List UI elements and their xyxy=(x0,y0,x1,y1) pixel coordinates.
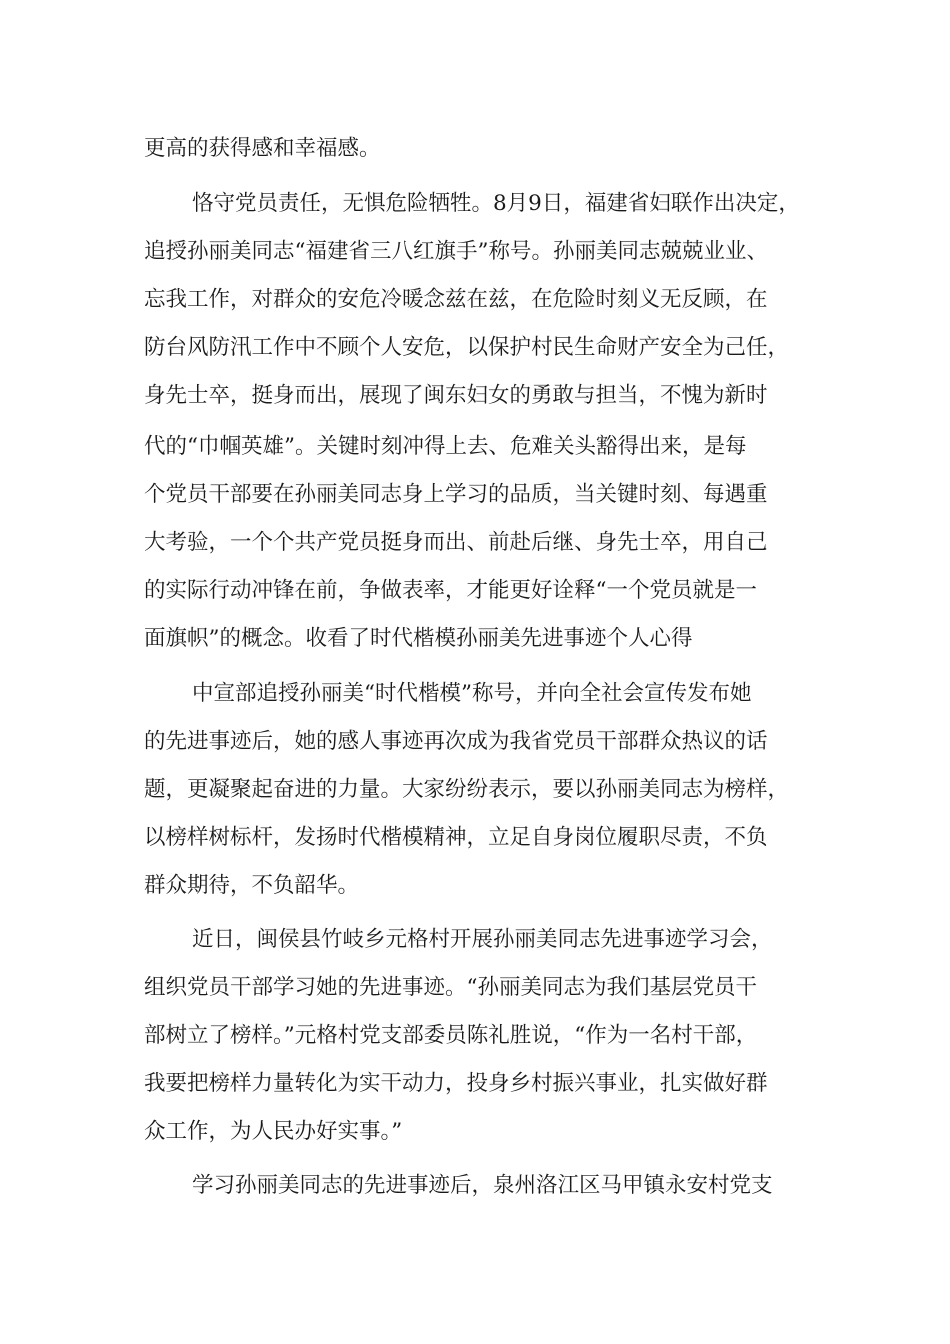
text-line: 以榜样树标杆，发扬时代楷模精神，立足自身岗位履职尽责，不负 xyxy=(144,825,768,850)
text-line: 面旗帜”的概念。收看了时代楷模孙丽美先进事迹个人心得 xyxy=(144,626,693,651)
text-line: 众工作，为人民办好实事。” xyxy=(144,1119,403,1144)
text-line: 的先进事迹后，她的感人事迹再次成为我省党员干部群众热议的话 xyxy=(144,729,768,754)
text-line: 个党员干部要在孙丽美同志身上学习的品质，当关键时刻、每遇重 xyxy=(144,482,768,507)
text-line: 题，更凝聚起奋进的力量。大家纷纷表示，要以孙丽美同志为榜样， xyxy=(144,777,790,802)
text-line: 追授孙丽美同志“福建省三八红旗手”称号。孙丽美同志兢兢业业、 xyxy=(144,239,768,264)
text-line: 部树立了榜样。”元格村党支部委员陈礼胜说，“作为一名村干部， xyxy=(144,1023,758,1048)
text-line: 恪守党员责任，无惧危险牺牲。8月9日，福建省妇联作出决定， xyxy=(192,191,800,216)
text-line: 忘我工作，对群众的安危冷暖念兹在兹，在危险时刻义无反顾，在 xyxy=(144,287,768,312)
text-line: 近日，闽侯县竹岐乡元格村开展孙丽美同志先进事迹学习会， xyxy=(192,927,773,952)
text-line: 的实际行动冲锋在前，争做表率，才能更好诠释“一个党员就是一 xyxy=(144,578,757,603)
text-line: 代的“巾帼英雄”。关键时刻冲得上去、危难关头豁得出来，是每 xyxy=(144,434,747,459)
text-line: 群众期待，不负韶华。 xyxy=(144,873,360,898)
text-line: 学习孙丽美同志的先进事迹后，泉州洛江区马甲镇永安村党支 xyxy=(192,1173,773,1198)
text-line: 大考验，一个个共产党员挺身而出、前赴后继、身先士卒，用自己 xyxy=(144,530,768,555)
text-line: 身先士卒，挺身而出，展现了闽东妇女的勇敢与担当，不愧为新时 xyxy=(144,383,768,408)
text-line: 组织党员干部学习她的先进事迹。“孙丽美同志为我们基层党员干 xyxy=(144,975,757,1000)
text-line: 更高的获得感和幸福感。 xyxy=(144,136,381,161)
text-line: 我要把榜样力量转化为实干动力，投身乡村振兴事业，扎实做好群 xyxy=(144,1071,768,1096)
text-line: 中宣部追授孙丽美“时代楷模”称号，并向全社会宣传发布她 xyxy=(192,681,752,706)
text-line: 防台风防汛工作中不顾个人安危，以保护村民生命财产安全为己任， xyxy=(144,335,790,360)
